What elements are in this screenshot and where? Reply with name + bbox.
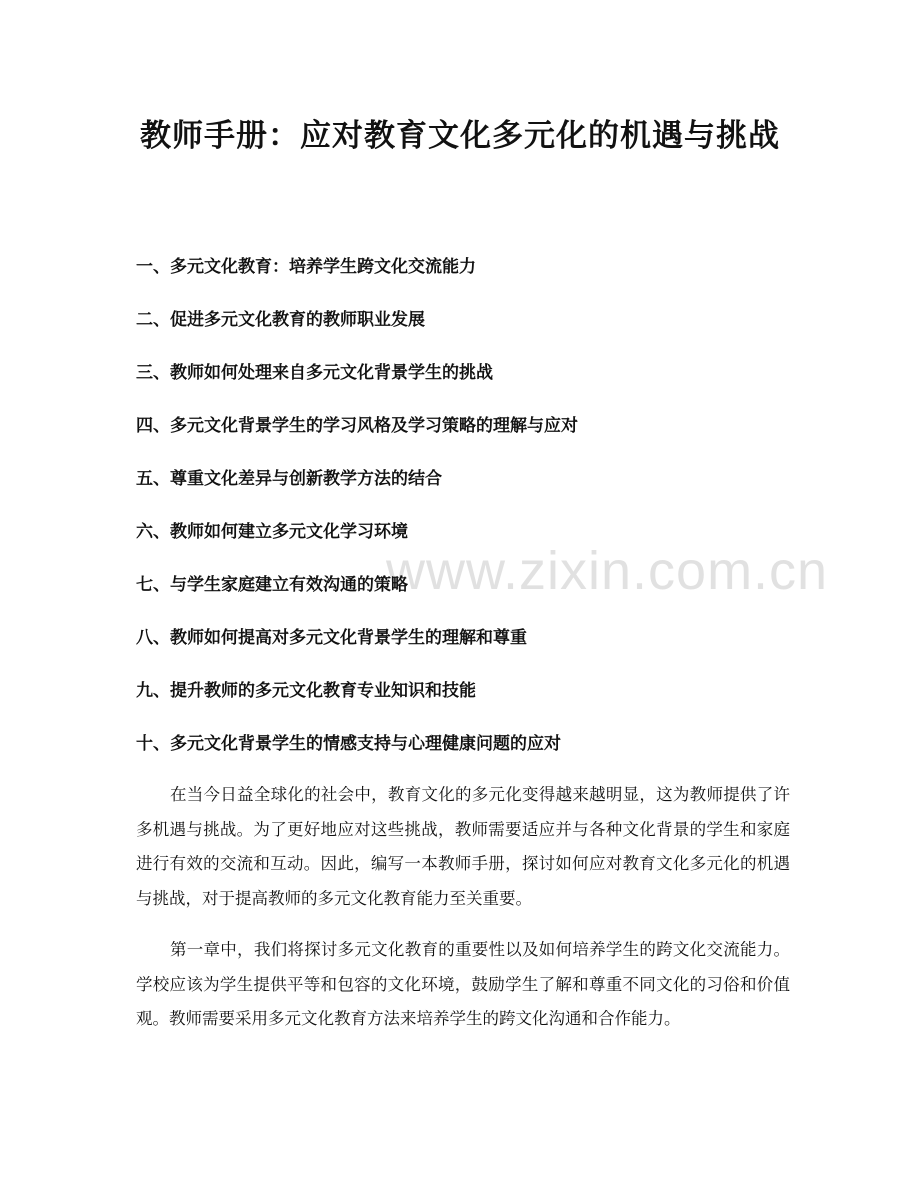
toc-item-10: 十、多元文化背景学生的情感支持与心理健康问题的应对 [136, 734, 561, 754]
toc-item-9: 九、提升教师的多元文化教育专业知识和技能 [136, 681, 476, 701]
toc-item-6: 六、教师如何建立多元文化学习环境 [136, 522, 408, 542]
watermark: www.zixin.com.cn [386, 541, 829, 601]
document-title: 教师手册：应对教育文化多元化的机遇与挑战 [140, 118, 780, 154]
toc-item-3: 三、教师如何处理来自多元文化背景学生的挑战 [136, 363, 493, 383]
table-of-contents [136, 251, 796, 781]
toc-item-5: 五、尊重文化差异与创新教学方法的结合 [136, 469, 442, 489]
body-paragraph-intro: 在当今日益全球化的社会中，教育文化的多元化变得越来越明显，这为教师提供了许多机遇与挑战。为了更好地应对这些挑战，教师需要适应并与各种文化背景的学生和家庭进行有效的交流和互动。因此，编写一本教师手册，探讨如何应对教育文化多元化的机遇与挑战，对于提高教师的多元文化教育能力至关重要。 [136, 785, 790, 908]
toc-item-7: 七、与学生家庭建立有效沟通的策略 [136, 575, 408, 595]
toc-item-1: 一、多元文化教育：培养学生跨文化交流能力 [136, 257, 476, 277]
toc-item-4: 四、多元文化背景学生的学习风格及学习策略的理解与应对 [136, 416, 578, 436]
body-paragraph-chapter-one: 第一章中，我们将探讨多元文化教育的重要性以及如何培养学生的跨文化交流能力。学校应该为学生提供平等和包容的文化环境，鼓励学生了解和尊重不同文化的习俗和价值观。教师需要采用多元文化教育方法来培养学生的跨文化沟通和合作能力。 [136, 940, 790, 1028]
toc-item-8: 八、教师如何提高对多元文化背景学生的理解和尊重 [136, 628, 527, 648]
toc-item-2: 二、促进多元文化教育的教师职业发展 [136, 310, 425, 330]
